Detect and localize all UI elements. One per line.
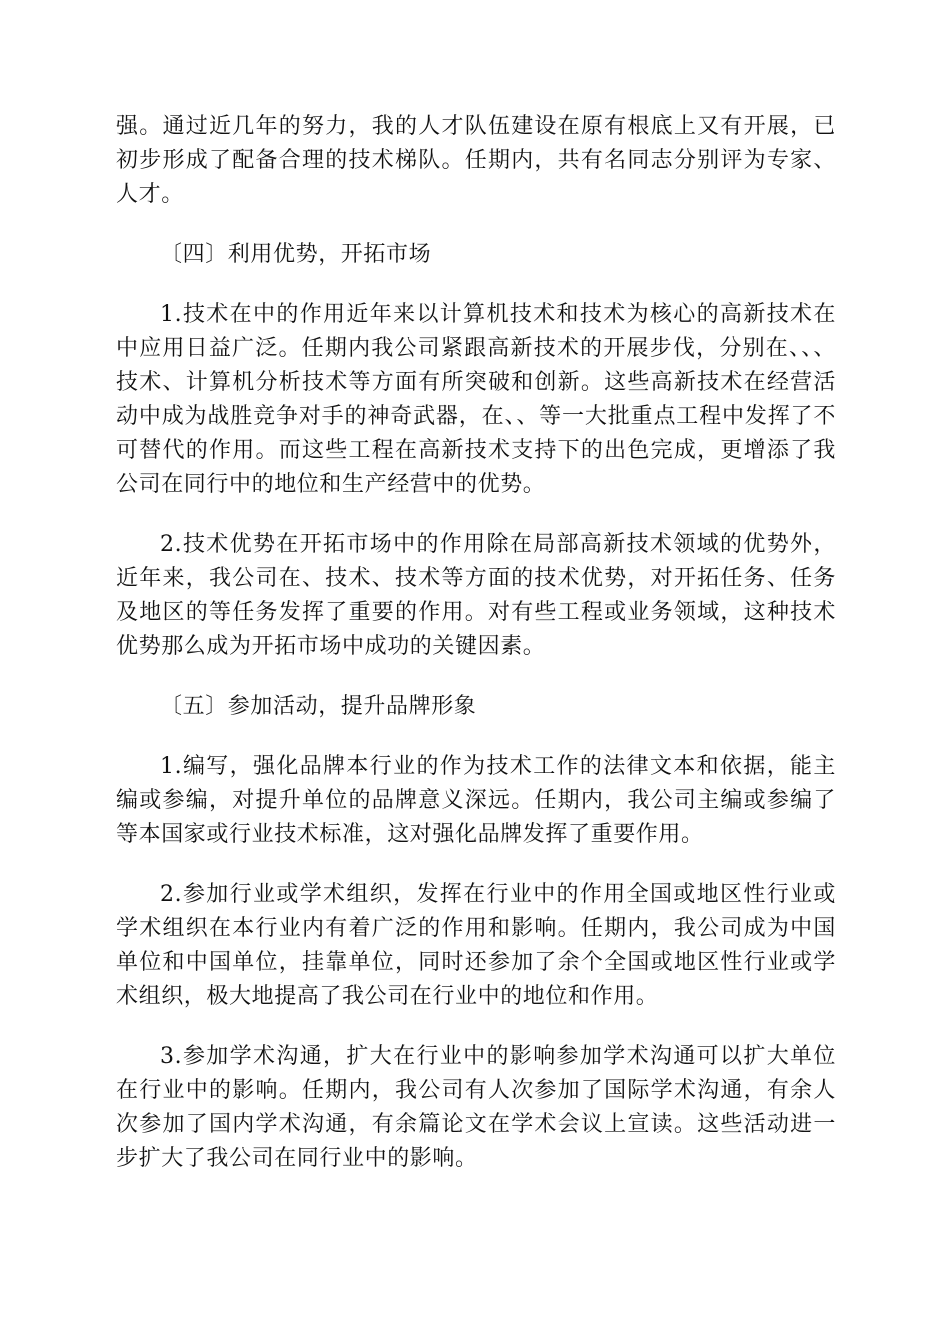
- paragraph-academic-exchange: 3.参加学术沟通，扩大在行业中的影响参加学术沟通可以扩大单位在行业中的影响。任期内，我公司有人次参加了国际学术沟通，有余人次参加了国内学术沟通，有余篇论文在学术会议上宣读。这些活动进一步扩大了我公司在同行业中的影响。: [116, 1044, 836, 1171]
- paragraph-organizations: 2.参加行业或学术组织，发挥在行业中的作用全国或地区性行业或学术组织在本行业内有着广泛的作用和影响。任期内，我公司成为中国单位和中国单位，挂靠单位，同时还参加了余个全国或地区性行业或学术组织，极大地提高了我公司在行业中的地位和作用。: [116, 882, 836, 1009]
- paragraph-continued: 强。通过近几年的努力，我的人才队伍建设在原有根底上又有开展，已初步形成了配备合理的技术梯队。任期内，共有名同志分别评为专家、人才。: [116, 114, 836, 207]
- paragraph-tech-role: 1.技术在中的作用近年来以计算机技术和技术为核心的高新技术在中应用日益广泛。任期内我公司紧跟高新技术的开展步伐，分别在、、、技术、计算机分析技术等方面有所突破和创新。这些高新技术在经营活动中成为战胜竞争对手的神奇武器，在、、等一大批重点工程中发挥了不可替代的作用。而这些工程在高新技术支持下的出色完成，更增添了我公司在同行中的地位和生产经营中的优势。: [116, 302, 836, 497]
- section-heading-four: 〔四〕利用优势，开拓市场: [160, 242, 432, 267]
- section-heading-five: 〔五〕参加活动，提升品牌形象: [160, 694, 477, 719]
- document-body: [116, 110, 836, 1202]
- paragraph-standards: 1.编写，强化品牌本行业的作为技术工作的法律文本和依据，能主编或参编，对提升单位的品牌意义深远。任期内，我公司主编或参编了等本国家或行业技术标准，这对强化品牌发挥了重要作用。: [116, 754, 836, 847]
- paragraph-tech-advantage: 2.技术优势在开拓市场中的作用除在局部高新技术领域的优势外，近年来，我公司在、技术、技术等方面的技术优势，对开拓任务、任务及地区的等任务发挥了重要的作用。对有些工程或业务领域，这种技术优势那么成为开拓市场中成功的关键因素。: [116, 532, 836, 659]
